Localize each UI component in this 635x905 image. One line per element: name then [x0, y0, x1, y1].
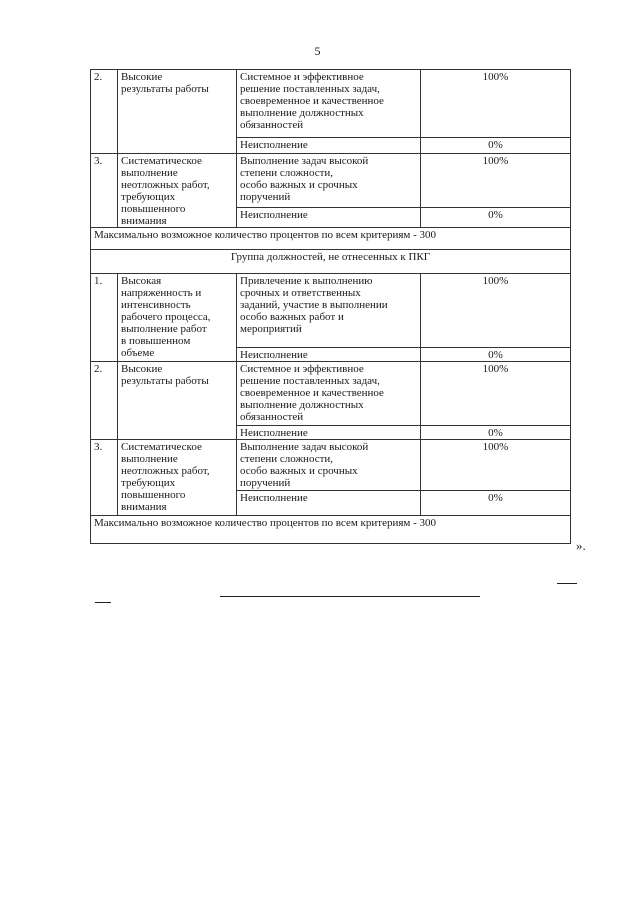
condition-cell: Неисполнение [237, 348, 421, 362]
signature-line [557, 583, 577, 584]
condition-cell: Неисполнение [237, 138, 421, 154]
condition-cell: Неисполнение [237, 426, 421, 440]
table-row [91, 70, 571, 138]
criterion-cell: Высокие результаты работы [118, 362, 237, 440]
percent-cell: 100% [421, 274, 571, 348]
row-number: 3. [91, 440, 118, 516]
condition-cell: Системное и эффективное решение поставленных задач, своевременное и качественное выполнение должностных обязанностей [237, 362, 421, 426]
closing-quote: ». [576, 538, 586, 553]
criterion-cell: Высокая напряженность и интенсивность рабочего процесса, выполнение работ в повышенном объеме [118, 274, 237, 362]
percent-cell: 0% [421, 138, 571, 154]
signature-line [220, 596, 480, 597]
percent-cell: 0% [421, 208, 571, 228]
max-percent-row: Максимально возможное количество процентов по всем критериям - 300 [91, 228, 571, 250]
percent-cell: 100% [421, 440, 571, 491]
row-number: 3. [91, 154, 118, 228]
condition-cell: Выполнение задач высокой степени сложности, особо важных и срочных поручений [237, 440, 421, 491]
condition-cell: Выполнение задач высокой степени сложности, особо важных и срочных поручений [237, 154, 421, 208]
percent-cell: 0% [421, 348, 571, 362]
percent-cell: 100% [421, 70, 571, 138]
row-number: 1. [91, 274, 118, 362]
table-row [91, 362, 571, 426]
condition-cell: Неисполнение [237, 491, 421, 516]
table-row [91, 250, 571, 274]
row-number: 2. [91, 70, 118, 154]
table-row [91, 228, 571, 250]
table-row [91, 154, 571, 208]
percent-cell: 0% [421, 491, 571, 516]
percent-cell: 100% [421, 362, 571, 426]
criterion-cell: Систематическое выполнение неотложных работ, требующих повышенного внимания [118, 440, 237, 516]
table-row [91, 440, 571, 491]
page-number: 5 [314, 44, 321, 58]
criterion-cell: Высокие результаты работы [118, 70, 237, 154]
condition-cell: Привлечение к выполнению срочных и ответственных заданий, участие в выполнении особо важных работ и мероприятий [237, 274, 421, 348]
max-percent-row: Максимально возможное количество процентов по всем критериям - 300 [91, 516, 571, 544]
percent-cell: 100% [421, 154, 571, 208]
condition-cell: Системное и эффективное решение поставленных задач, своевременное и качественное выполнение должностных обязанностей [237, 70, 421, 138]
criteria-table [90, 69, 571, 544]
condition-cell: Неисполнение [237, 208, 421, 228]
group-heading: Группа должностей, не отнесенных к ПКГ [91, 250, 571, 274]
row-number: 2. [91, 362, 118, 440]
criterion-cell: Систематическое выполнение неотложных работ, требующих повышенного внимания [118, 154, 237, 228]
table-row [91, 516, 571, 544]
table-row [91, 274, 571, 348]
percent-cell: 0% [421, 426, 571, 440]
signature-line [95, 602, 111, 603]
